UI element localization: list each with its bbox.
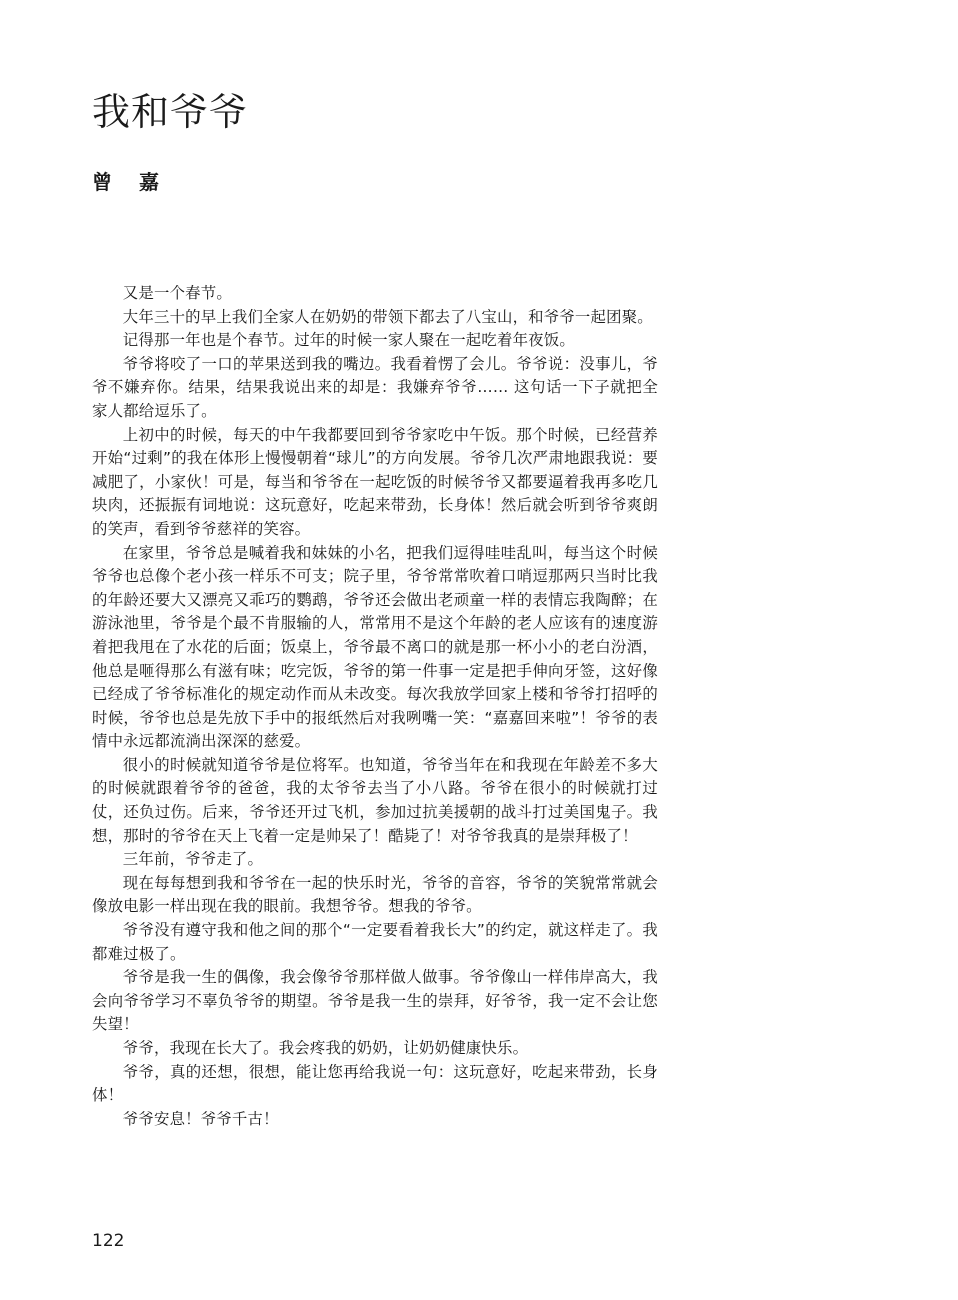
paragraph: 爷爷，我现在长大了。我会疼我的奶奶，让奶奶健康快乐。 <box>122 1039 529 1057</box>
article-author: 曾 嘉 <box>92 170 169 194</box>
paragraph: 在家里，爷爷总是喊着我和妹妹的小名，把我们逗得哇哇乱叫，每当这个时候爷爷也总像个老小孩一样乐不可支；院子里，爷爷常常吹着口哨逗那两只当时比我的年龄还要大又漂亮又乖巧的鹦鹉，爷爷还会做出老顽童一样的表情忘我陶醉；在游泳池里，爷爷是个最不肯服输的人，常常用不是这个年龄的老人应该有的速度游着把我甩在了水花的后面；饭桌上，爷爷最不离口的就是那一杯小小的老白汾酒，他总是咂得那么有滋有味；吃完饭，爷爷的第一件事一定是把手伸向牙签，这好像已经成了爷爷标准化的规定动作而从未改变。每次我放学回家上楼和爷爷打招呼的时候，爷爷也总是先放下手中的报纸然后对我咧嘴一笑：“嘉嘉回来啦”！爷爷的表情中永远都流淌出深深的慈爱。 <box>92 543 658 751</box>
article-title: 我和爷爷 <box>92 90 249 134</box>
paragraph: 很小的时候就知道爷爷是位将军。也知道，爷爷当年在和我现在年龄差不多大的时候就跟着爷爷的爸爸，我的太爷爷去当了小八路。爷爷在很小的时候就打过仗，还负过伤。后来，爷爷还开过飞机，参加过抗美援朝的战斗打过美国鬼子。我想，那时的爷爷在天上飞着一定是帅呆了！酷毙了！对爷爷我真的是崇拜极了！ <box>92 755 658 845</box>
paragraph: 爷爷将咬了一口的苹果送到我的嘴边。我看着愣了会儿。爷爷说：没事儿，爷爷不嫌弃你。结果，结果我说出来的却是：我嫌弃爷爷…… 这句话一下子就把全家人都给逗乐了。 <box>92 354 658 420</box>
paragraph: 记得那一年也是个春节。过年的时候一家人聚在一起吃着年夜饭。 <box>122 331 575 350</box>
page-number: 122 <box>92 1231 125 1251</box>
paragraph: 爷爷，真的还想，很想，能让您再给我说一句：这玩意好，吃起来带劲，长身体！ <box>92 1062 658 1105</box>
paragraph: 大年三十的早上我们全家人在奶奶的带领下都去了八宝山，和爷爷一起团聚。 <box>122 307 653 326</box>
paragraph: 爷爷安息！爷爷千古！ <box>122 1109 279 1128</box>
paragraph: 又是一个春节。 <box>122 284 232 302</box>
paragraph: 爷爷没有遵守我和他之间的那个“一定要看着我长大”的约定，就这样走了。我都难过极了。 <box>92 921 658 963</box>
article-body <box>92 282 658 1131</box>
paragraph: 现在每每想到我和爷爷在一起的快乐时光，爷爷的音容，爷爷的笑貌常常就会像放电影一样出现在我的眼前。我想爷爷。想我的爷爷。 <box>92 873 658 916</box>
paragraph: 上初中的时候，每天的中午我都要回到爷爷家吃中午饭。那个时候，已经营养开始“过剩”的我在体形上慢慢朝着“球儿”的方向发展。爷爷几次严肃地跟我说：要减肥了，小家伙！可是，每当和爷爷在一起吃饭的时候爷爷又都要逼着我再多吃几块肉，还振振有词地说：这玩意好，吃起来带劲，长身体！然后就会听到爷爷爽朗的笑声，看到爷爷慈祥的笑容。 <box>92 425 658 538</box>
paragraph: 三年前，爷爷走了。 <box>122 850 264 869</box>
paragraph: 爷爷是我一生的偶像，我会像爷爷那样做人做事。爷爷像山一样伟岸高大，我会向爷爷学习不辜负爷爷的期望。爷爷是我一生的崇拜，好爷爷，我一定不会让您失望！ <box>92 968 658 1034</box>
